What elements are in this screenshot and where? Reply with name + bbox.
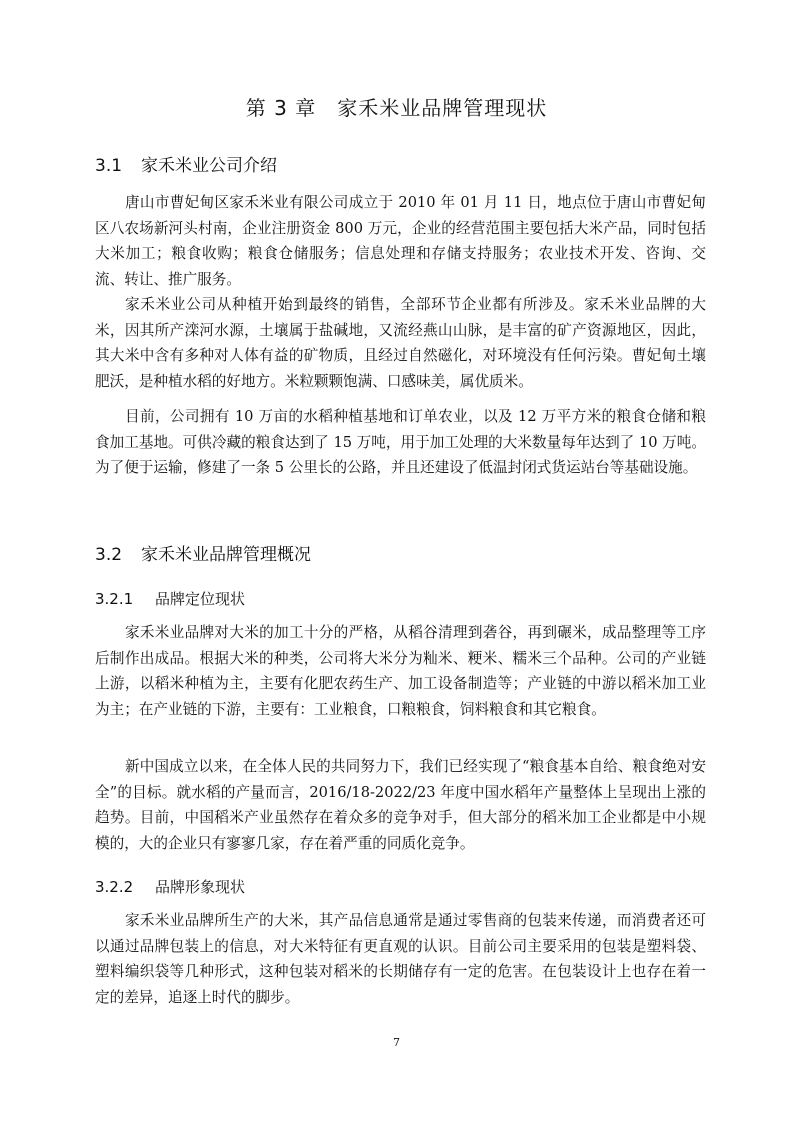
- page-number: 7: [393, 1036, 400, 1049]
- section-heading-3-2: [95, 543, 705, 567]
- section-number: 3.1: [95, 156, 123, 176]
- subsection-number: 3.2.2: [95, 878, 134, 896]
- section-number: 3.2: [95, 545, 123, 565]
- paragraph: 唐山市曹妃甸区家禾米业有限公司成立于 2010 年 01 月 11 日，地点位于唐山市曹妃甸区八农场新河头村南，企业注册资金 800 万元，企业的经营范围主要包括大米产品，同时包括大米加工；粮食收购；粮食仓储服务；信息处理和存储支持服务；农业技术开发、咨询、交流、转让、推广服务。: [95, 194, 706, 288]
- subsection-title: 品牌形象现状: [155, 878, 246, 896]
- paragraph: 家禾米业公司从种植开始到最终的销售，全部环节企业都有所涉及。家禾米业品牌的大米，因其所产滦河水源，土壤属于盐碱地，又流经燕山山脉，是丰富的矿产资源地区，因此，其大米中含有多种对人体有益的矿物质，且经过自然磁化，对环境没有任何污染。曹妃甸土壤肥沃，是种植水稻的好地方。米粒颗颗饱满、口感味美，属优质米。: [95, 296, 706, 390]
- chapter-title: 第 3 章 家禾米业品牌管理现状: [245, 96, 548, 120]
- section-heading-3-1: [95, 154, 705, 178]
- paragraph: 新中国成立以来，在全体人民的共同努力下，我们已经实现了“粮食基本自给、粮食绝对安全”的目标。就水稻的产量而言，2016/18-2022/23 年度中国水稻年产量整体上呈现出上涨的趋势。目前，中国稻米产业虽然存在着众多的竞争对手，但大部分的稻米加工企业都是中小规模的，大的企业只有寥寥几家，存在着严重的同质化竞争。: [95, 758, 706, 852]
- subsection-title: 品牌定位现状: [155, 590, 246, 608]
- section-title: 家禾米业公司介绍: [141, 156, 277, 176]
- paragraph: 目前，公司拥有 10 万亩的水稻种植基地和订单农业，以及 12 万平方米的粮食仓储和粮食加工基地。可供冷藏的粮食达到了 15 万吨，用于加工处理的大米数量每年达到了 10 万吨。为了便于运输，修建了一条 5 公里长的公路，并且还建设了低温封闭式货运站台等基础设施。: [95, 408, 706, 477]
- subsection-number: 3.2.1: [95, 590, 134, 608]
- subsection-heading-3-2-1: [95, 588, 705, 610]
- paragraph: 家禾米业品牌所生产的大米，其产品信息通常是通过零售商的包装来传递，而消费者还可以通过品牌包装上的信息，对大米特征有更直观的认识。目前公司主要采用的包装是塑料袋、塑料编织袋等几种形式，这种包装对稻米的长期储存有一定的危害。在包装设计上也存在着一定的差异，追逐上时代的脚步。: [95, 912, 706, 1006]
- paragraph: 家禾米业品牌对大米的加工十分的严格，从稻谷清理到砻谷，再到碾米，成品整理等工序后制作出成品。根据大米的种类，公司将大米分为籼米、粳米、糯米三个品种。公司的产业链上游，以稻米种植为主，主要有化肥农药生产、加工设备制造等；产业链的中游以稻米加工业为主；在产业链的下游，主要有：工业粮食，口粮粮食，饲料粮食和其它粮食。: [95, 624, 706, 718]
- section-title: 家禾米业品牌管理概况: [141, 545, 311, 565]
- subsection-heading-3-2-2: [95, 876, 705, 898]
